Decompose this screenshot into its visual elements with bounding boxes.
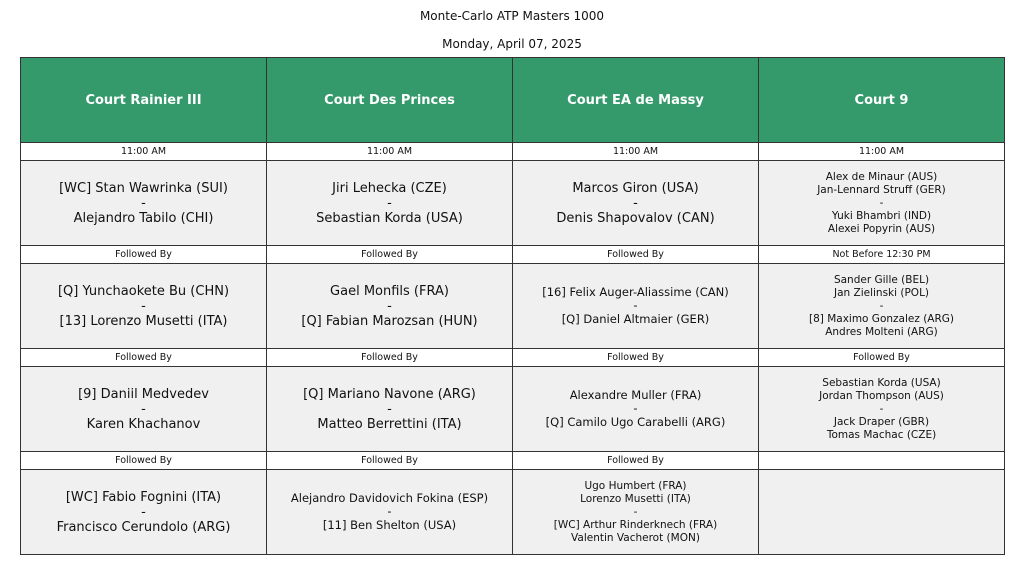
player-name: Jack Draper (GBR) [833, 415, 930, 428]
player-name: [Q] Camilo Ugo Carabelli (ARG) [545, 414, 726, 429]
match-row [21, 470, 1005, 555]
player-name: Andres Molteni (ARG) [825, 325, 938, 338]
player-name: Jan Zielinski (POL) [833, 286, 930, 299]
schedule-date: Monday, April 07, 2025 [442, 37, 582, 51]
time-slot-row [21, 143, 1005, 161]
time-slot-cell: Followed By [513, 349, 759, 367]
match-row [21, 367, 1005, 452]
time-slot-row [21, 246, 1005, 264]
player-name: Valentin Vacherot (MON) [571, 531, 700, 544]
versus-separator: - [387, 195, 392, 211]
player-name: [Q] Daniel Altmaier (GER) [561, 311, 710, 326]
player-name: Alejandro Tabilo (CHI) [73, 210, 214, 226]
time-slot-cell: 11:00 AM [759, 143, 1005, 161]
time-slot-row [21, 452, 1005, 470]
court-header: Court EA de Massy [513, 58, 759, 143]
player-name: [Q] Yunchaokete Bu (CHN) [57, 283, 230, 299]
versus-separator: - [879, 196, 884, 209]
player-name: [WC] Stan Wawrinka (SUI) [59, 180, 228, 196]
match-row [21, 161, 1005, 246]
time-slot-cell: 11:00 AM [267, 143, 513, 161]
match-cell [21, 367, 267, 452]
versus-separator: - [879, 402, 884, 415]
player-name: [Q] Mariano Navone (ARG) [303, 386, 476, 402]
versus-separator: - [141, 504, 146, 520]
time-slot-cell: Followed By [21, 246, 267, 264]
versus-separator: - [387, 401, 392, 417]
player-name: Gael Monfils (FRA) [330, 283, 449, 299]
court-header: Court Des Princes [267, 58, 513, 143]
player-name: Lorenzo Musetti (ITA) [580, 492, 691, 505]
match-cell [513, 161, 759, 246]
time-slot-cell: Followed By [513, 452, 759, 470]
page-title: Monte-Carlo ATP Masters 1000 [419, 9, 605, 23]
player-name: Sander Gille (BEL) [833, 273, 930, 286]
match-cell [513, 264, 759, 349]
versus-separator: - [387, 298, 392, 314]
player-name: Alexei Popyrin (AUS) [827, 222, 936, 235]
time-slot-cell: Followed By [21, 452, 267, 470]
match-cell [267, 161, 513, 246]
court-header-row [21, 58, 1005, 143]
player-name: Marcos Giron (USA) [572, 180, 699, 196]
time-slot-cell: Followed By [21, 349, 267, 367]
versus-separator: - [633, 298, 638, 313]
player-name: Sebastian Korda (USA) [316, 210, 463, 226]
time-slot-cell: Followed By [513, 246, 759, 264]
player-name: Jiri Lehecka (CZE) [332, 180, 447, 196]
versus-separator: - [633, 195, 638, 211]
player-name: Jordan Thompson (AUS) [819, 389, 944, 402]
time-slot-cell: Followed By [267, 452, 513, 470]
match-cell [267, 367, 513, 452]
match-cell [513, 367, 759, 452]
versus-separator: - [141, 401, 146, 417]
player-name: Matteo Berrettini (ITA) [317, 416, 462, 432]
time-slot-cell: Followed By [267, 349, 513, 367]
versus-separator: - [633, 401, 638, 416]
time-slot-cell: Not Before 12:30 PM [759, 246, 1005, 264]
player-name: [11] Ben Shelton (USA) [322, 517, 457, 532]
versus-separator: - [141, 195, 146, 211]
match-cell [21, 470, 267, 555]
player-name: Denis Shapovalov (CAN) [556, 210, 715, 226]
court-header: Court Rainier III [21, 58, 267, 143]
match-cell [21, 161, 267, 246]
player-name: [13] Lorenzo Musetti (ITA) [59, 313, 228, 329]
player-name: Ugo Humbert (FRA) [584, 479, 687, 492]
match-row [21, 264, 1005, 349]
match-cell [267, 470, 513, 555]
player-name: [WC] Fabio Fognini (ITA) [65, 489, 222, 505]
versus-separator: - [141, 298, 146, 314]
player-name: [8] Maximo Gonzalez (ARG) [808, 312, 955, 325]
time-slot-cell: 11:00 AM [21, 143, 267, 161]
time-slot-cell [759, 452, 1005, 470]
player-name: [Q] Fabian Marozsan (HUN) [301, 313, 478, 329]
time-slot-cell: 11:00 AM [513, 143, 759, 161]
player-name: Alex de Minaur (AUS) [825, 170, 938, 183]
match-cell [759, 470, 1005, 555]
match-cell [513, 470, 759, 555]
court-header: Court 9 [759, 58, 1005, 143]
player-name: Alexandre Muller (FRA) [569, 387, 702, 402]
versus-separator: - [879, 299, 884, 312]
match-cell [759, 161, 1005, 246]
player-name: Francisco Cerundolo (ARG) [56, 519, 231, 535]
time-slot-cell: Followed By [759, 349, 1005, 367]
player-name: [9] Daniil Medvedev [78, 386, 209, 402]
versus-separator: - [387, 504, 392, 519]
player-name: Jan-Lennard Struff (GER) [817, 183, 946, 196]
match-cell [267, 264, 513, 349]
player-name: Tomas Machac (CZE) [826, 428, 937, 441]
match-cell [759, 367, 1005, 452]
player-name: Alejandro Davidovich Fokina (ESP) [290, 490, 489, 505]
player-name: [WC] Arthur Rinderknech (FRA) [553, 518, 718, 531]
versus-separator: - [633, 505, 638, 518]
player-name: Karen Khachanov [86, 416, 201, 432]
player-name: Sebastian Korda (USA) [822, 376, 941, 389]
time-slot-cell: Followed By [267, 246, 513, 264]
order-of-play-table [20, 57, 1005, 555]
match-cell [759, 264, 1005, 349]
player-name: Yuki Bhambri (IND) [831, 209, 932, 222]
match-cell [21, 264, 267, 349]
player-name: [16] Felix Auger-Aliassime (CAN) [542, 284, 729, 299]
time-slot-row [21, 349, 1005, 367]
